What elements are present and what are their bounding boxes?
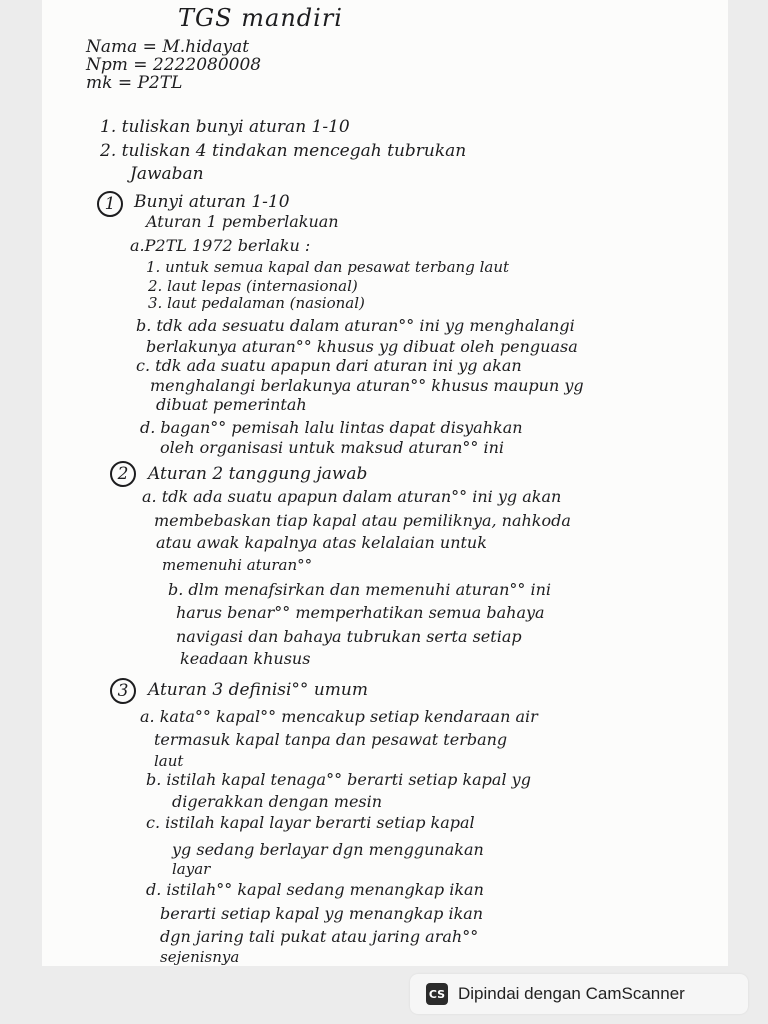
- section-3-line: termasuk kapal tanpa dan pesawat terbang: [154, 730, 508, 749]
- identity-nama: Nama = M.hidayat: [86, 37, 250, 57]
- section-1-number: 1: [97, 191, 123, 217]
- section-1-line: oleh organisasi untuk maksud aturan°° ini: [160, 438, 505, 457]
- section-3-line: a. kata°° kapal°° mencakup setiap kendaraan air: [140, 707, 538, 726]
- section-3-number: 3: [110, 678, 136, 704]
- section-3-line: c. istilah kapal layar berarti setiap kapal: [146, 813, 475, 832]
- jawaban-label: Jawaban: [130, 164, 204, 184]
- section-1-heading: Bunyi aturan 1-10: [134, 192, 290, 212]
- section-3-line: sejenisnya: [160, 948, 240, 966]
- section-3-line: laut: [154, 752, 184, 770]
- section-2-line: b. dlm menafsirkan dan memenuhi aturan°° ini: [168, 580, 551, 599]
- section-3-line: digerakkan dengan mesin: [172, 792, 383, 811]
- section-2-line: keadaan khusus: [180, 649, 311, 668]
- section-2-line: atau awak kapalnya atas kelalaian untuk: [156, 533, 487, 552]
- section-1-line: dibuat pemerintah: [156, 395, 307, 414]
- section-1-line: b. tdk ada sesuatu dalam aturan°° ini yg menghalangi: [136, 316, 575, 335]
- section-3-line: d. istilah°° kapal sedang menangkap ikan: [146, 880, 484, 899]
- question-2: 2. tuliskan 4 tindakan mencegah tubrukan: [100, 141, 467, 161]
- section-2-number: 2: [110, 461, 136, 487]
- section-3-line: dgn jaring tali pukat atau jaring arah°°: [160, 927, 479, 946]
- section-1-line: 3. laut pedalaman (nasional): [148, 294, 365, 312]
- section-1-line: menghalangi berlakunya aturan°° khusus maupun yg: [150, 376, 584, 395]
- section-1-line: 1. untuk semua kapal dan pesawat terbang laut: [146, 258, 510, 276]
- page-title: TGS mandiri: [178, 4, 343, 32]
- identity-mk: mk = P2TL: [86, 73, 183, 93]
- scanned-page: [42, 0, 728, 966]
- section-2-line: memenuhi aturan°°: [162, 556, 313, 574]
- section-3-line: yg sedang berlayar dgn menggunakan: [172, 840, 484, 859]
- question-1: 1. tuliskan bunyi aturan 1-10: [100, 117, 350, 137]
- section-2-line: membebaskan tiap kapal atau pemiliknya, nahkoda: [154, 511, 571, 530]
- section-3-line: berarti setiap kapal yg menangkap ikan: [160, 904, 484, 923]
- camscanner-watermark: [410, 974, 748, 1014]
- section-1-line: a.P2TL 1972 berlaku :: [130, 236, 311, 255]
- section-3-heading: Aturan 3 definisi°° umum: [148, 680, 368, 700]
- section-3-line: b. istilah kapal tenaga°° berarti setiap kapal yg: [146, 770, 531, 789]
- camscanner-label: Dipindai dengan CamScanner: [458, 984, 685, 1003]
- section-1-line: 2. laut lepas (internasional): [148, 277, 358, 295]
- section-1-line: berlakunya aturan°° khusus yg dibuat oleh penguasa: [146, 337, 578, 356]
- section-1-line: c. tdk ada suatu apapun dari aturan ini yg akan: [136, 356, 522, 375]
- section-2-line: harus benar°° memperhatikan semua bahaya: [176, 603, 545, 622]
- section-1-line: Aturan 1 pemberlakuan: [146, 212, 339, 231]
- section-2-heading: Aturan 2 tanggung jawab: [148, 464, 368, 484]
- section-2-line: a. tdk ada suatu apapun dalam aturan°° ini yg akan: [142, 487, 562, 506]
- section-1-line: d. bagan°° pemisah lalu lintas dapat disyahkan: [140, 418, 523, 437]
- identity-npm: Npm = 2222080008: [86, 55, 262, 75]
- section-3-line: layar: [172, 860, 211, 878]
- section-2-line: navigasi dan bahaya tubrukan serta setiap: [176, 627, 522, 646]
- camscanner-logo-icon: CS: [426, 983, 448, 1005]
